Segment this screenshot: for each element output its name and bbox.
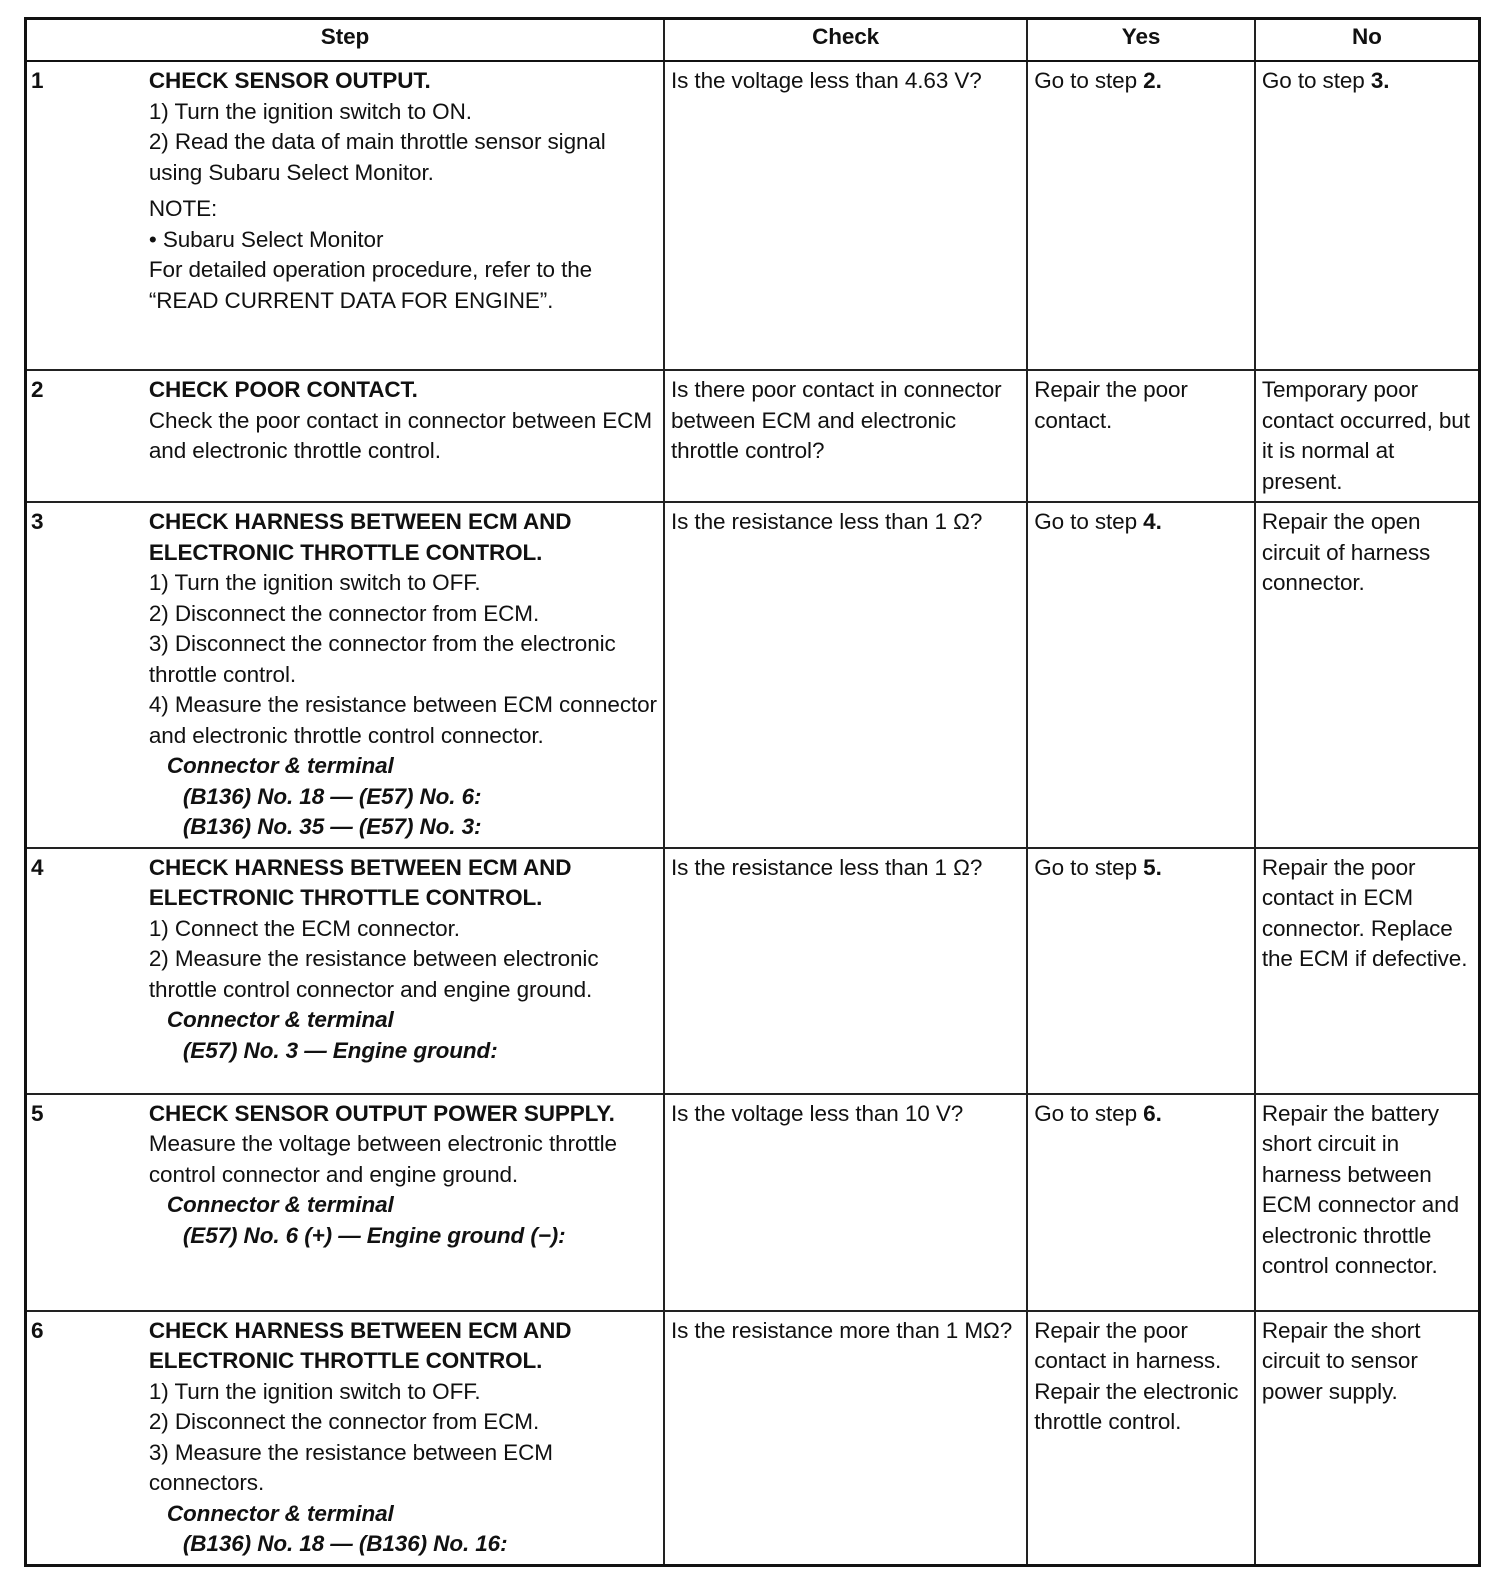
yes-step-ref: 4. [1143, 509, 1162, 534]
connector-terminal: (B136) No. 35 — (E57) No. 3: [182, 814, 482, 839]
step-description [145, 1311, 664, 1566]
step-description [145, 370, 664, 502]
no-cell: Repair the poor contact in ECM connector. Replace the ECM if defective. [1255, 848, 1480, 1094]
note-text: For detailed operation procedure, refer to the “READ CURRENT DATA FOR ENGINE”. [148, 257, 593, 313]
check-cell: Is the resistance less than 1 Ω? [664, 848, 1027, 1094]
connector-terminal: (B136) No. 18 — (E57) No. 6: [182, 783, 482, 809]
step-instruction: 2) Read the data of main throttle sensor signal using Subaru Select Monitor. [148, 129, 606, 185]
yes-text: Go to step [1034, 854, 1144, 880]
step-instruction: 1) Turn the ignition switch to ON. [148, 98, 472, 124]
table-header-row [26, 19, 1480, 62]
step-description [145, 61, 664, 370]
table-row [26, 1311, 1480, 1566]
table-row [26, 502, 1480, 848]
header-step: Step [26, 19, 664, 62]
header-yes: Yes [1027, 19, 1255, 62]
table-row [26, 61, 1480, 370]
yes-cell [1027, 61, 1255, 370]
check-cell: Is the voltage less than 10 V? [664, 1094, 1027, 1311]
yes-text: Go to step [1034, 68, 1144, 93]
no-step-ref: 3. [1370, 68, 1390, 93]
no-cell: Repair the short circuit to sensor power supply. [1255, 1311, 1480, 1566]
no-cell: Temporary poor contact occurred, but it is normal at present. [1255, 370, 1480, 502]
step-title: CHECK HARNESS BETWEEN ECM AND ELECTRONIC THROTTLE CONTROL. [148, 1317, 572, 1373]
check-cell: Is the voltage less than 4.63 V? [664, 61, 1027, 370]
connector-label: Connector & terminal [166, 1192, 394, 1217]
step-instruction: Check the poor contact in connector between ECM and electronic throttle control. [148, 407, 652, 463]
header-check: Check [664, 19, 1027, 62]
step-description [145, 848, 664, 1094]
yes-step-ref: 6. [1143, 1100, 1162, 1126]
table-row [26, 848, 1480, 1094]
step-title: CHECK SENSOR OUTPUT POWER SUPPLY. [148, 1100, 615, 1126]
step-number: 4 [26, 848, 145, 1094]
step-instruction: Measure the voltage between electronic throttle control connector and engine ground. [148, 1131, 617, 1187]
note-bullet: • Subaru Select Monitor [148, 226, 384, 252]
step-title: CHECK POOR CONTACT. [148, 377, 418, 402]
step-instruction: 3) Disconnect the connector from the electronic throttle control. [148, 631, 616, 687]
table-row [26, 370, 1480, 502]
yes-cell: Repair the poor contact. [1027, 370, 1255, 502]
connector-terminal: (E57) No. 3 — Engine ground: [182, 1037, 498, 1063]
check-cell: Is the resistance less than 1 Ω? [664, 502, 1027, 848]
yes-cell [1027, 1094, 1255, 1311]
step-instruction: 2) Disconnect the connector from ECM. [148, 600, 540, 626]
note-label: NOTE: [148, 196, 218, 221]
step-number: 2 [26, 370, 145, 502]
connector-label: Connector & terminal [166, 753, 394, 778]
table-row [26, 1094, 1480, 1311]
connector-terminal: (B136) No. 18 — (B136) No. 16: [182, 1531, 508, 1556]
header-no: No [1255, 19, 1480, 62]
no-cell: Repair the battery short circuit in harness between ECM connector and electronic throttle control connector. [1255, 1094, 1480, 1311]
step-instruction: 1) Connect the ECM connector. [148, 915, 460, 941]
step-instruction: 4) Measure the resistance between ECM connector and electronic throttle control connector. [148, 692, 657, 748]
diagnostic-procedure-table [24, 17, 1481, 1567]
yes-text: Go to step [1034, 1100, 1144, 1126]
yes-step-ref: 5. [1143, 854, 1162, 880]
no-cell: Repair the open circuit of harness connector. [1255, 502, 1480, 848]
step-description [145, 1094, 664, 1311]
yes-step-ref: 2. [1143, 68, 1162, 93]
yes-cell [1027, 848, 1255, 1094]
step-instruction: 2) Disconnect the connector from ECM. [148, 1409, 540, 1434]
step-instruction: 3) Measure the resistance between ECM connectors. [148, 1439, 553, 1495]
step-title: CHECK SENSOR OUTPUT. [148, 68, 431, 93]
step-number: 6 [26, 1311, 145, 1566]
yes-cell [1027, 502, 1255, 848]
connector-label: Connector & terminal [166, 1007, 394, 1032]
step-title: CHECK HARNESS BETWEEN ECM AND ELECTRONIC THROTTLE CONTROL. [148, 854, 572, 910]
step-number: 3 [26, 502, 145, 848]
yes-text: Go to step [1034, 509, 1144, 534]
check-cell: Is there poor contact in connector between ECM and electronic throttle control? [664, 370, 1027, 502]
step-number: 1 [26, 61, 145, 370]
check-cell: Is the resistance more than 1 MΩ? [664, 1311, 1027, 1566]
step-number: 5 [26, 1094, 145, 1311]
step-instruction: 2) Measure the resistance between electronic throttle control connector and engine ground. [148, 946, 599, 1002]
step-title: CHECK HARNESS BETWEEN ECM AND ELECTRONIC THROTTLE CONTROL. [148, 509, 572, 565]
step-description [145, 502, 664, 848]
connector-terminal: (E57) No. 6 (+) — Engine ground (−): [182, 1222, 566, 1248]
yes-cell: Repair the poor contact in harness. Repair the electronic throttle control. [1027, 1311, 1255, 1566]
step-instruction: 1) Turn the ignition switch to OFF. [148, 1378, 481, 1404]
connector-label: Connector & terminal [166, 1500, 394, 1526]
no-cell [1255, 61, 1480, 370]
step-instruction: 1) Turn the ignition switch to OFF. [148, 570, 481, 595]
no-text: Go to step [1261, 68, 1371, 93]
